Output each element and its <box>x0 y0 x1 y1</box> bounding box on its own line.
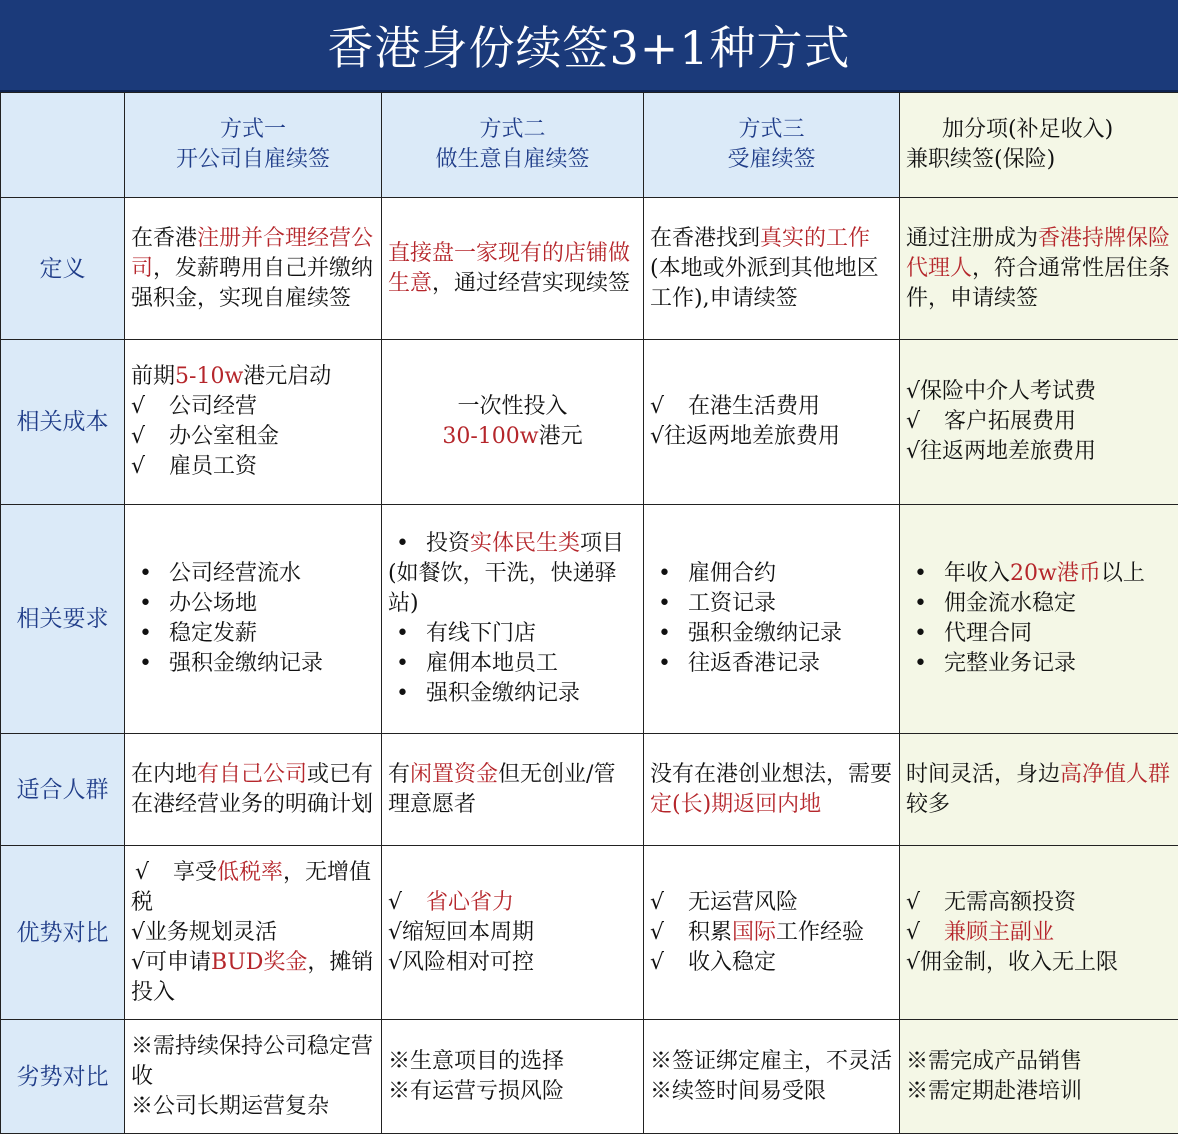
column-header-method-3: 方式三 受雇续签 <box>644 93 900 198</box>
list-item: √ 在港生活费用 <box>650 392 893 422</box>
list-item: √ 无需高额投资 <box>906 888 1172 918</box>
table-row-advantages <box>1 846 1178 1020</box>
list-item: √ 雇员工资 <box>131 452 375 482</box>
cell-cost-2: 一次性投入 30-100w港元 <box>382 340 644 505</box>
table-row-requirements <box>1 505 1178 734</box>
cell-disadvantages-3: ※签证绑定雇主，不灵活 ※续签时间易受限 <box>644 1020 900 1134</box>
row-label-audience: 适合人群 <box>1 734 125 846</box>
list-item: √往返两地差旅费用 <box>906 437 1172 467</box>
list-item: • 工资记录 <box>650 589 893 619</box>
cell-disadvantages-2: ※生意项目的选择 ※有运营亏损风险 <box>382 1020 644 1134</box>
cell-disadvantages-4: ※需完成产品销售 ※需定期赴港培训 <box>900 1020 1178 1134</box>
table-row-cost <box>1 340 1178 505</box>
list-item: √ 收入稳定 <box>650 948 893 978</box>
list-item: • 雇佣合约 <box>650 559 893 589</box>
cell-requirements-4 <box>900 505 1178 734</box>
comparison-table <box>0 92 1178 1134</box>
list-item: • 强积金缴纳记录 <box>650 619 893 649</box>
cell-definition-1: 在香港注册并合理经营公司，发薪聘用自己并缴纳强积金，实现自雇续签 <box>125 198 382 340</box>
list-item: • 强积金缴纳记录 <box>131 649 375 679</box>
list-item: √缩短回本周期 <box>388 918 637 948</box>
list-item: • 公司经营流水 <box>131 559 375 589</box>
cell-cost-1: 前期5-10w港元启动 √ 公司经营 √ 办公室租金 √ 雇员工资 <box>125 340 382 505</box>
list-item: √保险中介人考试费 <box>906 377 1172 407</box>
list-item: √佣金制，收入无上限 <box>906 948 1172 978</box>
page-title: 香港身份续签3+1种方式 <box>0 0 1178 92</box>
cell-cost-3 <box>644 340 900 505</box>
row-label-cost: 相关成本 <box>1 340 125 505</box>
cell-definition-4: 通过注册成为香港持牌保险代理人，符合通常性居住条件，申请续签 <box>900 198 1178 340</box>
list-item: • 雇佣本地员工 <box>388 649 637 679</box>
cell-advantages-3 <box>644 846 900 1020</box>
cell-audience-1: 在内地有自己公司或已有在港经营业务的明确计划 <box>125 734 382 846</box>
cell-requirements-3 <box>644 505 900 734</box>
cell-audience-3: 没有在港创业想法，需要定(长)期返回内地 <box>644 734 900 846</box>
list-item: √ 客户拓展费用 <box>906 407 1172 437</box>
list-item: √ 公司经营 <box>131 392 375 422</box>
cell-cost-4 <box>900 340 1178 505</box>
cell-requirements-1 <box>125 505 382 734</box>
row-label-disadvantages: 劣势对比 <box>1 1020 125 1134</box>
corner-cell <box>1 93 125 198</box>
list-item: • 佣金流水稳定 <box>906 589 1172 619</box>
list-item: • 往返香港记录 <box>650 649 893 679</box>
list-item: • 有线下门店 <box>388 619 637 649</box>
list-item: √往返两地差旅费用 <box>650 422 893 452</box>
table-row-definition <box>1 198 1178 340</box>
cell-definition-3: 在香港找到真实的工作(本地或外派到其他地区工作),申请续签 <box>644 198 900 340</box>
list-item: • 年收入20w港币以上 <box>906 559 1172 589</box>
list-item: • 办公场地 <box>131 589 375 619</box>
list-item: √ 办公室租金 <box>131 422 375 452</box>
table-row-disadvantages <box>1 1020 1178 1134</box>
column-header-method-1: 方式一 开公司自雇续签 <box>125 93 382 198</box>
row-label-definition: 定义 <box>1 198 125 340</box>
list-item: • 代理合同 <box>906 619 1172 649</box>
list-item: • 强积金缴纳记录 <box>388 679 637 709</box>
cell-advantages-4 <box>900 846 1178 1020</box>
list-item: • 稳定发薪 <box>131 619 375 649</box>
list-item: √ 无运营风险 <box>650 888 893 918</box>
cell-audience-2: 有闲置资金但无创业/管理意愿者 <box>382 734 644 846</box>
cell-requirements-2: • 投资实体民生类项目(如餐饮，干洗，快递驿站) • 有线下门店 • 雇佣本地员工 • 强积金缴纳记录 <box>382 505 644 734</box>
cell-disadvantages-1: ※需持续保持公司稳定营收 ※公司长期运营复杂 <box>125 1020 382 1134</box>
cell-advantages-2 <box>382 846 644 1020</box>
column-header-method-2: 方式二 做生意自雇续签 <box>382 93 644 198</box>
table-header-row <box>1 93 1178 198</box>
table-row-audience <box>1 734 1178 846</box>
row-label-advantages: 优势对比 <box>1 846 125 1020</box>
row-label-requirements: 相关要求 <box>1 505 125 734</box>
column-header-bonus: 加分项(补足收入) 兼职续签(保险) <box>900 93 1178 198</box>
cell-advantages-1: √ 享受低税率，无增值税 √业务规划灵活 √可申请BUD奖金，摊销投入 <box>125 846 382 1020</box>
list-item: √ 省心省力 <box>388 888 637 918</box>
cell-definition-2: 直接盘一家现有的店铺做生意，通过经营实现续签 <box>382 198 644 340</box>
list-item: • 完整业务记录 <box>906 649 1172 679</box>
list-item: √ 积累国际工作经验 <box>650 918 893 948</box>
cell-audience-4: 时间灵活，身边高净值人群较多 <box>900 734 1178 846</box>
list-item: √风险相对可控 <box>388 948 637 978</box>
list-item: √ 兼顾主副业 <box>906 918 1172 948</box>
